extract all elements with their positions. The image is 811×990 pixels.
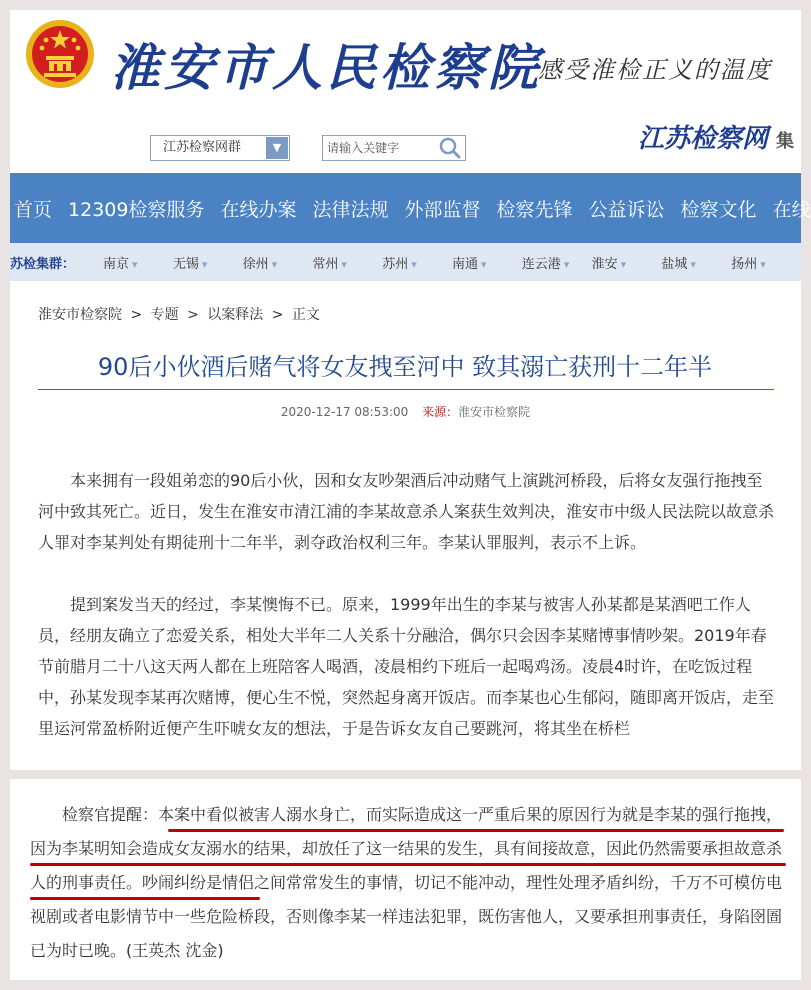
breadcrumb-separator: > — [130, 307, 143, 323]
source-label: 来源： — [422, 405, 459, 419]
main-nav — [10, 173, 811, 243]
highlight-underline — [30, 863, 786, 866]
city-link-xuzhou[interactable]: 徐州 ▾ — [243, 253, 313, 272]
nav-item-online[interactable]: 在线 — [772, 198, 811, 221]
nav-item-laws[interactable]: 法律法规 — [312, 198, 389, 221]
jiangsu-logo-suffix: 集 — [776, 131, 795, 152]
chevron-down-icon[interactable]: ▼ — [266, 137, 288, 159]
subnav-label: 苏检集群： — [10, 256, 76, 272]
article-meta — [10, 403, 801, 420]
city-link-yancheng[interactable]: 盐城 ▾ — [661, 253, 731, 272]
prosecutor-reminder-excerpt — [10, 779, 801, 980]
nav-item-home[interactable]: 首页 — [14, 198, 53, 221]
site-group-select[interactable] — [150, 135, 290, 161]
national-emblem-icon — [24, 18, 96, 90]
city-link-nanjing[interactable]: 南京 ▾ — [103, 253, 173, 272]
city-link-wuxi[interactable]: 无锡 ▾ — [173, 253, 243, 272]
breadcrumb-topic[interactable]: 专题 — [150, 307, 179, 323]
city-link-lianyungang[interactable]: 连云港 ▾ — [522, 253, 592, 272]
breadcrumb-current: 正文 — [291, 307, 320, 323]
site-title[interactable]: 淮安市人民检察院 — [110, 38, 542, 97]
site-group-select-value: 江苏检察网群 — [163, 140, 242, 155]
nav-item-public-interest[interactable]: 公益诉讼 — [588, 198, 665, 221]
jiangsu-logo-text: 江苏检察网 — [638, 124, 769, 154]
article-title: 90后小伙酒后赌气将女友拽至河中 致其溺亡获刑十二年半 — [97, 353, 713, 381]
article-datetime: 2020-12-17 08:53:00 — [280, 405, 409, 419]
site-slogan: 感受淮检正义的温度 — [538, 56, 772, 84]
city-link-suzhou[interactable]: 苏州 ▾ — [382, 253, 452, 272]
nav-item-online-case[interactable]: 在线办案 — [220, 198, 297, 221]
highlight-underline — [30, 897, 260, 900]
nav-item-supervision[interactable]: 外部监督 — [404, 198, 481, 221]
nav-item-culture[interactable]: 检察文化 — [680, 198, 757, 221]
breadcrumb-home[interactable]: 淮安市检察院 — [38, 307, 122, 323]
article-source: 淮安市检察院 — [458, 405, 531, 419]
jiangsu-procuratorate-logo[interactable] — [638, 118, 794, 155]
city-link-changzhou[interactable]: 常州 ▾ — [312, 253, 382, 272]
breadcrumb-separator: > — [187, 307, 199, 323]
breadcrumb — [38, 304, 324, 324]
city-link-huaian[interactable]: 淮安 ▾ — [592, 253, 662, 272]
city-link-yangzhou[interactable]: 扬州 ▾ — [731, 253, 801, 272]
search-icon[interactable] — [438, 136, 462, 160]
article-body — [38, 465, 776, 775]
breadcrumb-separator: > — [271, 307, 284, 323]
breadcrumb-case-law[interactable]: 以案释法 — [207, 307, 264, 323]
search-input[interactable]: 请输入关键字 — [322, 135, 466, 161]
highlight-underline — [168, 829, 784, 832]
city-subnav — [10, 243, 801, 281]
article-paragraph: 本来拥有一段姐弟恋的90后小伙，因和女友吵架酒后冲动赌气上演跳河桥段，后将女友强行拖拽至河中致其死亡。近日，发生在淮安市清江浦的李某故意杀人案获生效判决，淮安市中级人民法院以故意杀人罪对李某判处有期徒刑十二年半，剥夺政治权利三年。李某认罪服判，表示不上诉。 — [38, 471, 775, 552]
nav-item-pioneer[interactable]: 检察先锋 — [496, 198, 573, 221]
nav-item-12309[interactable]: 12309检察服务 — [68, 198, 205, 221]
webpage-screenshot — [10, 10, 811, 770]
prosecutor-reminder-text: 检察官提醒：本案中看似被害人溺水身亡，而实际造成这一严重后果的原因行为就是李某的强行拖拽，因为李某明知会造成女友溺水的结果，却放任了这一结果的发生，具有间接故意，因此仍然需要承担故意杀人的刑事责任。吵闹纠纷是情侣之间常常发生的事情，切记不能冲动，理性处理矛盾纠纷，千万不可模仿电视剧或者电影情节中一些危险桥段，否则像李某一样违法犯罪，既伤害他人，又要承担刑事责任，身陷囹圄已为时已晚。(王英杰 沈金) — [30, 805, 783, 960]
city-link-nantong[interactable]: 南通 ▾ — [452, 253, 522, 272]
title-divider — [38, 389, 774, 390]
article-paragraph: 提到案发当天的经过，李某懊悔不已。原来，1999年出生的李某与被害人孙某都是某酒吧工作人员，经朋友确立了恋爱关系，相处大半年二人关系十分融洽，偶尔只会因李某赌博事情吵架。2019年春节前腊月二十八这天两人都在上班陪客人喝酒，凌晨相约下班后一起喝鸡汤。凌晨4时许，在吃饭过程中，孙某发现李某再次赌博，便心生不悦，突然起身离开饭店。而李某也心生郁闷，随即离开饭店，走至里运河常盈桥附近便产生吓唬女友的想法，于是告诉女友自己要跳河，将其坐在桥栏 — [38, 595, 775, 738]
